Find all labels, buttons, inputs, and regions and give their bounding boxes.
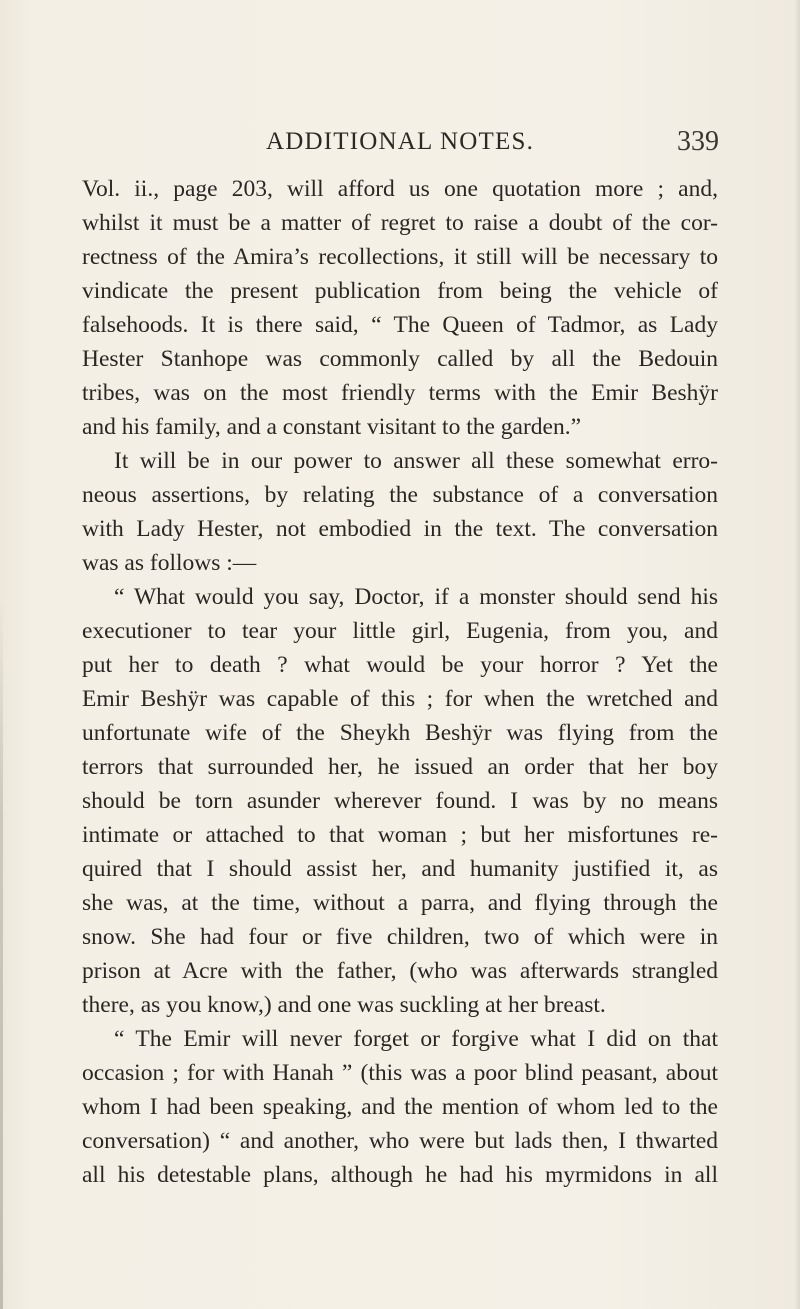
text-line: vindicate the present publication from being the vehicle of bbox=[82, 278, 718, 304]
text-line: she was, at the time, without a parra, and flying through the bbox=[82, 890, 718, 916]
text-line: rectness of the Amira’s recollections, it still will be necessary to bbox=[82, 244, 718, 270]
page-header bbox=[0, 128, 800, 168]
text-line: “ What would you say, Doctor, if a monster should send his bbox=[114, 584, 718, 610]
text-line: with Lady Hester, not embodied in the text. The conversation bbox=[82, 516, 718, 542]
text-line: occasion ; for with Hanah ” (this was a poor blind peasant, about bbox=[82, 1060, 718, 1086]
running-head: ADDITIONAL NOTES. bbox=[265, 128, 535, 155]
text-line: “ The Emir will never forget or forgive what I did on that bbox=[114, 1026, 718, 1052]
text-line: all his detestable plans, although he had his myrmidons in all bbox=[82, 1162, 718, 1188]
text-line: conversation) “ and another, who were but lads then, I thwarted bbox=[82, 1128, 718, 1154]
text-line: terrors that surrounded her, he issued an order that her boy bbox=[82, 754, 718, 780]
text-line: intimate or attached to that woman ; but her misfortunes re- bbox=[82, 822, 718, 848]
text-line: should be torn asunder wherever found. I was by no means bbox=[82, 788, 718, 814]
text-line: put her to death ? what would be your horror ? Yet the bbox=[82, 652, 718, 678]
text-line: prison at Acre with the father, (who was afterwards strangled bbox=[82, 958, 718, 984]
text-line: and his family, and a constant visitant to the garden.” bbox=[82, 414, 582, 440]
text-line: Hester Stanhope was commonly called by all the Bedouin bbox=[82, 346, 718, 372]
text-line: executioner to tear your little girl, Eugenia, from you, and bbox=[82, 618, 718, 644]
text-line: neous assertions, by relating the substance of a conversation bbox=[82, 482, 718, 508]
page-edge-shadow bbox=[794, 0, 800, 1309]
text-line: Vol. ii., page 203, will afford us one quotation more ; and, bbox=[82, 176, 718, 202]
text-line: whom I had been speaking, and the mention of whom led to the bbox=[82, 1094, 718, 1120]
text-line: Emir Beshÿr was capable of this ; for when the wretched and bbox=[82, 686, 718, 712]
text-line: there, as you know,) and one was suckling at her breast. bbox=[82, 992, 606, 1018]
page-number: 339 bbox=[677, 126, 719, 157]
text-line: whilst it must be a matter of regret to raise a doubt of the cor- bbox=[82, 210, 718, 236]
text-line: snow. She had four or five children, two of which were in bbox=[82, 924, 718, 950]
text-line: tribes, was on the most friendly terms with the Emir Beshÿr bbox=[82, 380, 718, 406]
text-line: It will be in our power to answer all these somewhat erro- bbox=[114, 448, 718, 474]
text-line: was as follows :— bbox=[82, 550, 257, 576]
text-line: unfortunate wife of the Sheykh Beshÿr was flying from the bbox=[82, 720, 718, 746]
text-line: falsehoods. It is there said, “ The Queen of Tadmor, as Lady bbox=[82, 312, 718, 338]
text-line: quired that I should assist her, and humanity justified it, as bbox=[82, 856, 718, 882]
page-binding-shadow bbox=[0, 600, 3, 1309]
